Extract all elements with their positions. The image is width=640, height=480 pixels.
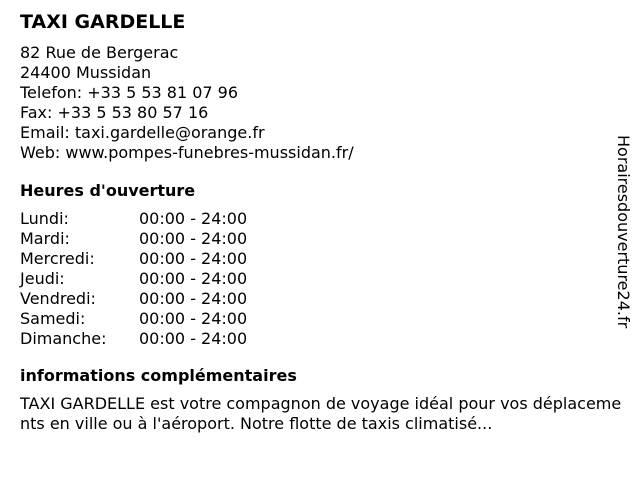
- day-label: Dimanche:: [20, 329, 107, 348]
- business-name: TAXI GARDELLE: [20, 11, 186, 33]
- address-city: 24400 Mussidan: [20, 63, 152, 82]
- hours-row: [20, 209, 247, 229]
- email-address[interactable]: Email: taxi.gardelle@orange.fr: [20, 123, 265, 142]
- day-label: Samedi:: [20, 309, 86, 328]
- time-range: 00:00 - 24:00: [139, 309, 248, 328]
- address-street: 82 Rue de Bergerac: [20, 43, 179, 62]
- time-range: 00:00 - 24:00: [139, 209, 248, 228]
- hours-row: [20, 329, 247, 349]
- hours-row: [20, 269, 247, 289]
- day-label: Mercredi:: [20, 249, 95, 268]
- site-watermark: Horairesdouverture24.fr: [614, 135, 633, 329]
- hours-heading: Heures d'ouverture: [20, 181, 196, 200]
- day-label: Vendredi:: [20, 289, 96, 308]
- fax-number: Fax: +33 5 53 80 57 16: [20, 103, 209, 122]
- hours-row: [20, 229, 247, 249]
- time-range: 00:00 - 24:00: [139, 229, 248, 248]
- business-description: TAXI GARDELLE est votre compagnon de voyage idéal pour vos déplacements en ville ou à l'aéroport. Notre flotte de taxis climatisé...: [20, 394, 622, 433]
- website-link[interactable]: Web: www.pompes-funebres-mussidan.fr/: [20, 143, 354, 162]
- time-range: 00:00 - 24:00: [139, 249, 248, 268]
- phone-number[interactable]: Telefon: +33 5 53 81 07 96: [20, 83, 239, 102]
- day-label: Lundi:: [20, 209, 69, 228]
- day-label: Jeudi:: [20, 269, 65, 288]
- time-range: 00:00 - 24:00: [139, 269, 248, 288]
- time-range: 00:00 - 24:00: [139, 289, 248, 308]
- hours-row: [20, 289, 247, 309]
- day-label: Mardi:: [20, 229, 70, 248]
- hours-table: [20, 209, 247, 349]
- business-card: [20, 10, 620, 434]
- hours-row: [20, 249, 247, 269]
- info-heading: informations complémentaires: [20, 366, 297, 385]
- time-range: 00:00 - 24:00: [139, 329, 248, 348]
- hours-row: [20, 309, 247, 329]
- contact-block: [20, 43, 620, 163]
